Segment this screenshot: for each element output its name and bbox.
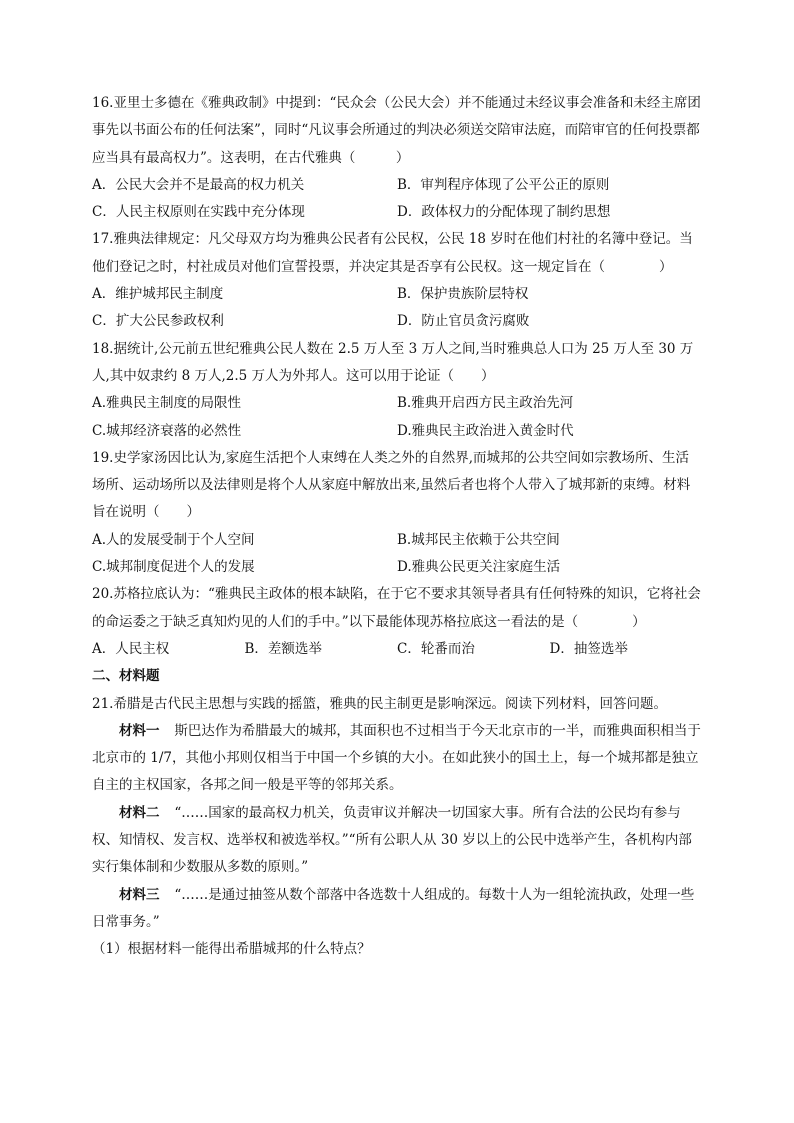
- option-c: C．人民主权原则在实践中充分体现: [92, 204, 305, 221]
- option-b: B．差额选举: [244, 640, 322, 657]
- question-18-stem: 18.据统计,公元前五世纪雅典公民人数在 2.5 万人至 3 万人之间,当时雅典总人口为 25 万人至 30 万人,其中奴隶约 8 万人,2.5 万人为外邦人。这可以用于论证（ ）: [92, 340, 694, 384]
- option-c: C．轮番而治: [397, 640, 475, 657]
- material-label: 材料三: [119, 886, 160, 903]
- option-c: C．扩大公民参政权利: [92, 313, 224, 330]
- question-16-options: [92, 172, 702, 227]
- option-d: D．抽签选举: [549, 640, 628, 657]
- material-1: [92, 718, 702, 800]
- option-a: A．维护城邦民主制度: [92, 286, 224, 303]
- question-19-options: [92, 527, 702, 582]
- option-a: A.雅典民主制度的局限性: [92, 395, 242, 412]
- option-a: A．公民大会并不是最高的权力机关: [92, 176, 305, 193]
- material-3: [92, 882, 702, 937]
- option-d: D.雅典民主政治进入黄金时代: [397, 422, 574, 439]
- sub-question-1: （1）根据材料一能得出希腊城邦的什么特点？: [92, 941, 371, 958]
- option-d: D．防止官员贪污腐败: [397, 313, 530, 330]
- option-b: B.城邦民主依赖于公共空间: [397, 531, 560, 548]
- material-label: 材料一: [119, 722, 160, 739]
- question-16-stem: 16.亚里士多德在《雅典政制》中提到：“民众会（公民大会）并不能通过未经议事会准备和未经主席团事先以书面公布的任何法案”，同时“凡议事会所通过的判决必须送交陪审法庭，而陪审官的任何投票都应当具有最高权力”。这表明，在古代雅典（ ）: [92, 95, 701, 166]
- option-d: D．政体权力的分配体现了制约思想: [397, 204, 611, 221]
- option-c: C.城邦经济衰落的必然性: [92, 422, 242, 439]
- option-b: B.雅典开启西方民主政治先河: [397, 395, 574, 412]
- material-label: 材料二: [119, 804, 160, 821]
- material-2: [92, 800, 702, 882]
- question-20-options: [92, 636, 702, 663]
- question-17-options: [92, 281, 702, 336]
- option-b: B．审判程序体现了公平公正的原则: [397, 176, 610, 193]
- section-title: 二、材料题: [92, 668, 160, 685]
- question-19-stem: 19.史学家汤因比认为,家庭生活把个人束缚在人类之外的自然界,而城邦的公共空间如宗教场所、生活场所、运动场所以及法律则是将个人从家庭中解放出来,虽然后者也将个人带入了城邦新的束缚。材料旨在说明（ ）: [92, 449, 691, 521]
- option-d: D.雅典公民更关注家庭生活: [397, 559, 561, 576]
- option-a: A.人的发展受制于个人空间: [92, 531, 255, 548]
- option-a: A．人民主权: [92, 640, 170, 657]
- option-c: C.城邦制度促进个人的发展: [92, 559, 255, 576]
- question-21-stem: 21.希腊是古代民主思想与实践的摇篮，雅典的民主制更是影响深远。阅读下列材料，回答问题。: [92, 695, 667, 712]
- material-text: “……国家的最高权力机关，负责审议并解决一切国家大事。所有合法的公民均有参与权、知情权、发言权、选举权和被选举权。”“所有公职人从 30 岁以上的公民中选举产生，各机构内部实行集体制和少数服从多数的原则。”: [92, 804, 692, 876]
- material-text: 斯巴达作为希腊最大的城邦，其面积也不过相当于今天北京市的一半，而雅典面积相当于北京市的 1/7，其他小邦则仅相当于中国一个乡镇的大小。在如此狭小的国土上，每一个城邦都是独立自主的主权国家，各邦之间一般是平等的邻邦关系。: [92, 722, 701, 794]
- page-content: [92, 90, 702, 964]
- option-b: B．保护贵族阶层特权: [397, 286, 529, 303]
- question-17-stem: 17.雅典法律规定：凡父母双方均为雅典公民者有公民权，公民 18 岁时在他们村社的名簿中登记。当他们登记之时，村社成员对他们宣誓投票，并决定其是否享有公民权。这一规定旨在（ ）: [92, 231, 693, 275]
- question-18-options: [92, 390, 702, 445]
- question-20-stem: 20.苏格拉底认为：“雅典民主政体的根本缺陷，在于它不要求其领导者具有任何特殊的知识，它将社会的命运委之于缺乏真知灼见的人们的手中。”以下最能体现苏格拉底这一看法的是（ ）: [92, 586, 701, 630]
- material-text: “……是通过抽签从数个部落中各选数十人组成的。每数十人为一组轮流执政，处理一些日常事务。”: [92, 886, 695, 930]
